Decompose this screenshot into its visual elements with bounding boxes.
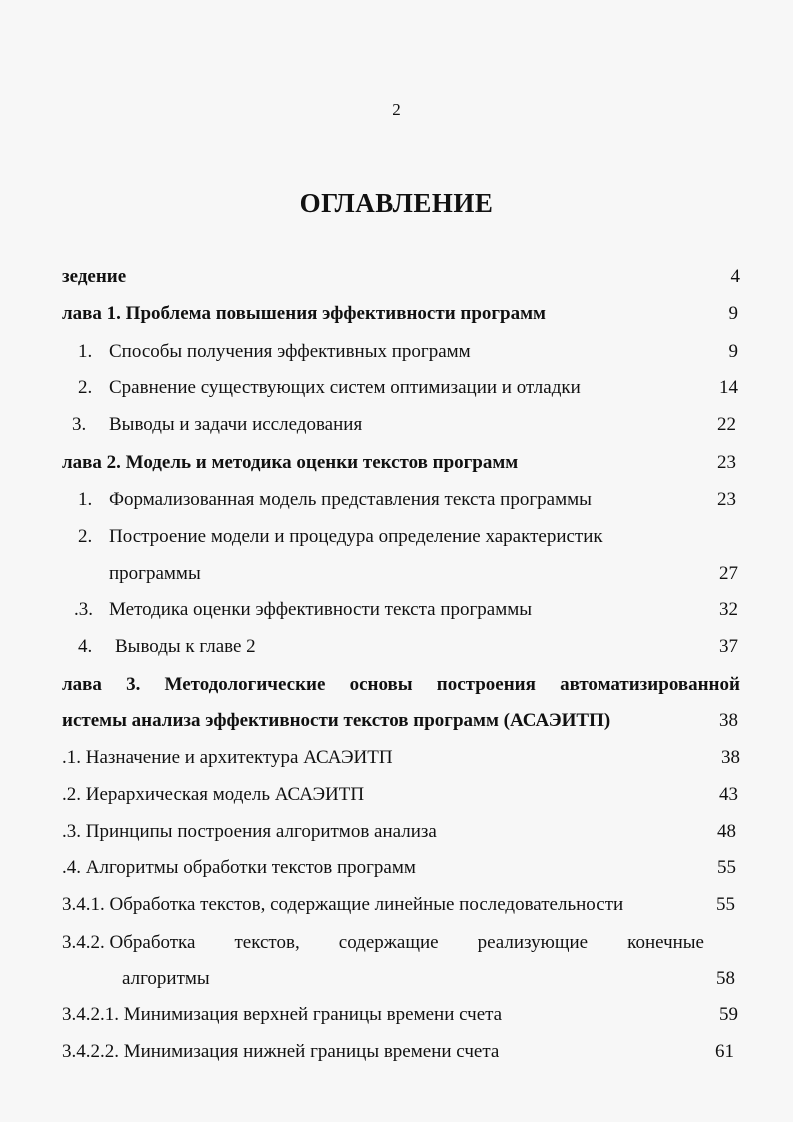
toc-section-3-4-2-2: 3.4.2.2. Минимизация нижней границы времени счета [62, 1041, 500, 1062]
toc-page: 23 [717, 489, 736, 510]
toc-page: 43 [719, 784, 738, 805]
toc-page: 37 [719, 636, 738, 657]
toc-section-3-1: .1. Назначение и архитектура АСАЭИТП [62, 747, 393, 768]
toc-section-num: 2. [78, 526, 93, 547]
toc-section-num: 1. [78, 341, 93, 362]
toc-page: 23 [717, 452, 736, 473]
toc-section-2-1: Формализованная модель представления текста программы [109, 489, 592, 510]
toc-entry-intro: зедение [62, 266, 127, 287]
toc-section-3-4: .4. Алгоритмы обработки текстов программ [62, 857, 416, 878]
toc-chapter-1: лава 1. Проблема повышения эффективности программ [62, 303, 546, 324]
toc-page: 38 [721, 747, 740, 768]
toc-page: 38 [719, 710, 738, 731]
page-title: ОГЛАВЛЕНИЕ [299, 188, 494, 218]
toc-page: 32 [719, 599, 738, 620]
page-number: 2 [392, 100, 401, 119]
toc-chapter-2: лава 2. Модель и методика оценки текстов программ [62, 452, 519, 473]
toc-page: 4 [730, 266, 740, 287]
toc-page: 27 [719, 563, 738, 584]
toc-chapter-3: лава 3. Методологические основы построения автоматизированной [62, 674, 740, 695]
toc-section-3-2: .2. Иерархическая модель АСАЭИТП [62, 784, 365, 805]
toc-section-num: 1. [78, 489, 93, 510]
toc-section-2-3: Методика оценки эффективности текста программы [109, 599, 533, 620]
toc-section-3-4-2: 3.4.2. Обработка текстов, содержащие реализующие конечные [62, 932, 704, 953]
toc-section-1-1: Способы получения эффективных программ [109, 341, 471, 362]
toc-section-num: 4. [78, 636, 93, 657]
toc-page: 55 [717, 857, 736, 878]
toc-section-2-4: Выводы к главе 2 [115, 636, 256, 657]
toc-page: 9 [728, 303, 738, 324]
toc-section-3-4-1: 3.4.1. Обработка текстов, содержащие линейные последовательности [62, 894, 624, 915]
toc-page: 22 [717, 414, 736, 435]
toc-section-num: .3. [74, 599, 93, 620]
toc-page: 14 [719, 377, 738, 398]
toc-section-3-4-2-cont: алгоритмы [122, 968, 210, 989]
toc-section-num: 2. [78, 377, 93, 398]
toc-section-3-4-2-1: 3.4.2.1. Минимизация верхней границы времени счета [62, 1004, 503, 1025]
toc-page: 61 [715, 1041, 734, 1062]
toc-section-2-2-cont: программы [109, 563, 201, 584]
toc-page: 48 [717, 821, 736, 842]
toc-page: 9 [728, 341, 738, 362]
toc-section-2-2: Построение модели и процедура определение характеристик [109, 526, 603, 547]
toc-section-3-3: .3. Принципы построения алгоритмов анализа [62, 821, 437, 842]
toc-section-1-2: Сравнение существующих систем оптимизации и отладки [109, 377, 581, 398]
toc-page: 59 [719, 1004, 738, 1025]
toc-chapter-3-cont: истемы анализа эффективности текстов программ (АСАЭИТП) [62, 710, 611, 731]
toc-section-1-3: Выводы и задачи исследования [109, 414, 363, 435]
toc-page: 58 [716, 968, 735, 989]
toc-page: 55 [716, 894, 735, 915]
toc-section-num: 3. [72, 414, 87, 435]
